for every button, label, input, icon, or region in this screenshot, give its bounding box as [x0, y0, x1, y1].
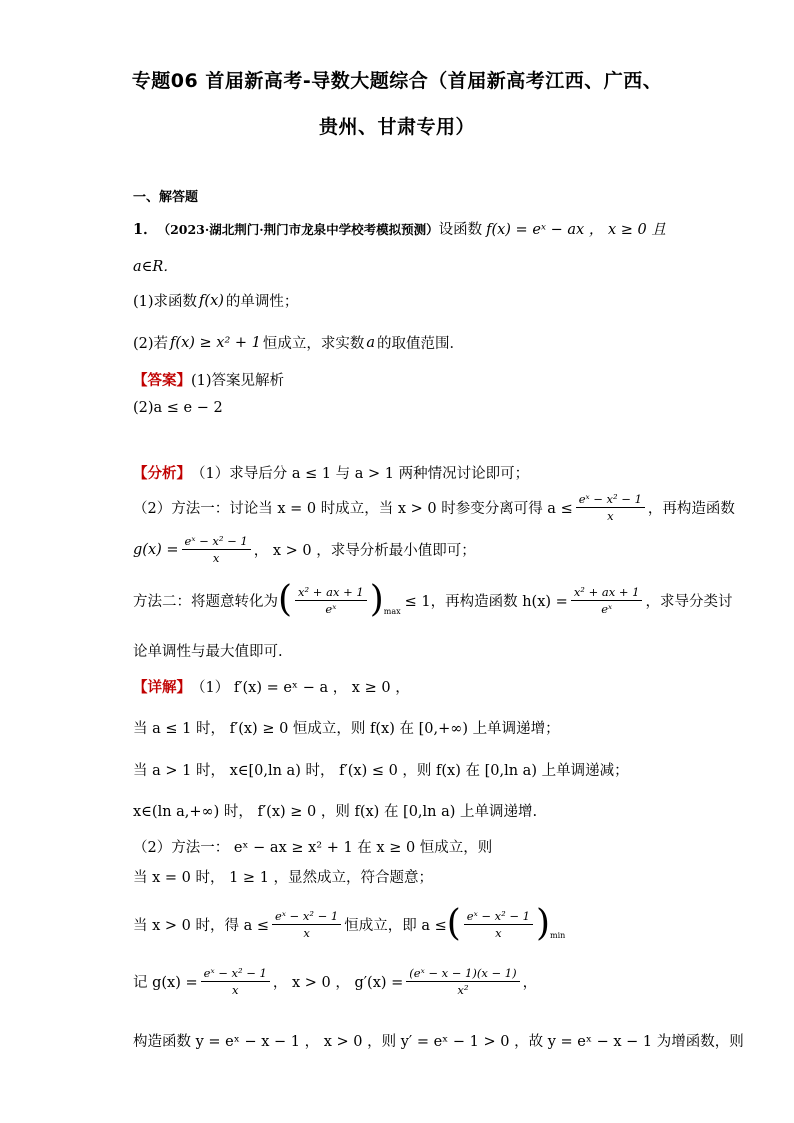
analysis-text-4: 方法二：将题意转化为	[133, 593, 278, 610]
q2-text: (2)若	[133, 336, 169, 352]
fraction-denominator: x²	[457, 983, 469, 997]
fraction	[464, 909, 533, 940]
analysis-label: 【分析】	[133, 465, 191, 482]
detail-line-5: （2）方法一： eˣ − ax ≥ x² + 1 在 x ≥ 0 恒成立，则	[133, 840, 493, 856]
fraction-denominator: eˣ	[325, 601, 337, 616]
analysis-line-4	[133, 579, 733, 620]
problem-source: （2023·湖北荆门·荆门市龙泉中学校考模拟预测）	[157, 221, 439, 237]
analysis-text-2: （2）方法一：讨论当 x = 0 时成立，当 x > 0 时参变分离可得 a ≤	[133, 501, 573, 517]
detail-text-8c: ，	[522, 975, 538, 991]
analysis-line-5: 论单调性与最大值即可.	[133, 644, 283, 660]
fraction	[571, 585, 643, 616]
q2-inequality: f(x) ≥ x² + 1	[170, 334, 261, 351]
fraction	[201, 966, 270, 997]
stem-function: f(x) = eˣ − ax ， x ≥ 0 且	[486, 222, 666, 238]
detail-text-1: （1） f′(x) = eˣ − a ， x ≥ 0 ，	[191, 680, 410, 696]
detail-line-4: x∈(ln a,+∞) 时， f′(x) ≥ 0 ，则 f(x) 在 [0,ln a) 上单调递增.	[133, 804, 538, 820]
answer-2: (2)a ≤ e − 2	[133, 400, 223, 416]
detail-label: 【详解】	[133, 679, 191, 696]
detail-line-3: 当 a > 1 时， x∈[0,ln a) 时， f′(x) ≤ 0 ，则 f(x) 在 [0,ln a) 上单调递减；	[133, 763, 629, 779]
fraction-denominator: x	[607, 509, 614, 523]
answer-line-1	[133, 369, 284, 390]
fraction-numerator: x² + ax + 1	[571, 585, 643, 601]
fraction-numerator: eˣ − x² − 1	[576, 492, 645, 508]
detail-text-8b: ， x > 0 ， g′(x) =	[272, 975, 404, 991]
detail-line-1	[133, 676, 410, 697]
analysis-text-4b: ≤ 1，再构造函数 h(x) =	[404, 593, 568, 610]
detail-line-2: 当 a ≤ 1 时， f′(x) ≥ 0 恒成立，则 f(x) 在 [0,+∞) 上单调递增；	[133, 721, 560, 737]
analysis-text-3: ， x > 0 ，求导分析最小值即可；	[253, 543, 476, 559]
fraction-denominator: x	[232, 983, 239, 997]
fraction-denominator: x	[495, 925, 502, 940]
right-paren: )	[535, 903, 551, 944]
detail-line-8	[133, 966, 537, 997]
problem-stem	[133, 218, 666, 239]
q2-variable: a	[366, 334, 376, 351]
q2-text-mid: 恒成立，求实数	[262, 336, 365, 352]
analysis-line-3	[133, 534, 476, 565]
fraction-denominator: x	[212, 551, 220, 565]
fraction-numerator: eˣ − x² − 1	[182, 534, 251, 550]
stem-condition: a∈R．	[133, 259, 178, 275]
right-paren: )	[369, 579, 384, 620]
stem-text: 设函数	[438, 222, 483, 238]
document-title-line1: 专题06 首届新高考-导数大题综合（首届新高考江西、广西、	[131, 70, 663, 92]
q1-text: (1)求函数	[133, 294, 198, 310]
detail-text-7b: 恒成立，即 a ≤	[344, 917, 447, 934]
analysis-text-1: （1）求导后分 a ≤ 1 与 a > 1 两种情况讨论即可；	[191, 466, 530, 482]
detail-text-8: 记 g(x) =	[133, 975, 198, 991]
left-paren: (	[278, 579, 293, 620]
question-1	[133, 290, 298, 311]
fraction	[182, 534, 251, 565]
max-subscript: max	[383, 607, 401, 616]
fraction	[295, 585, 367, 616]
question-2	[133, 332, 464, 353]
fraction-numerator: eˣ − x² − 1	[201, 966, 270, 982]
detail-text-7: 当 x > 0 时，得 a ≤	[133, 917, 270, 934]
analysis-line-2	[133, 492, 735, 523]
answer-1: (1)答案见解析	[191, 373, 285, 389]
answer-label: 【答案】	[133, 372, 191, 389]
q2-text-end: 的取值范围．	[377, 336, 465, 352]
fraction-numerator: x² + ax + 1	[295, 585, 367, 601]
fraction	[406, 966, 519, 997]
analysis-text-4c: ，求导分类讨	[645, 593, 733, 610]
document-title-line2: 贵州、甘肃专用）	[318, 116, 475, 138]
fraction-denominator: x	[303, 925, 310, 940]
fraction	[272, 909, 341, 940]
detail-line-7	[133, 903, 566, 944]
fraction-numerator: eˣ − x² − 1	[464, 909, 533, 925]
section-heading: 一、解答题	[133, 190, 199, 205]
min-subscript: min	[550, 931, 566, 940]
q1-function: f(x)	[199, 292, 224, 309]
fraction-numerator: eˣ − x² − 1	[272, 909, 341, 925]
g-function-label: g(x) =	[133, 541, 179, 558]
detail-line-6: 当 x = 0 时， 1 ≥ 1 ，显然成立，符合题意；	[133, 870, 434, 886]
analysis-line-1	[133, 462, 529, 483]
analysis-text-2b: ，再构造函数	[647, 501, 735, 517]
fraction-denominator: eˣ	[601, 601, 613, 616]
detail-line-9: 构造函数 y = eˣ − x − 1 ， x > 0 ，则 y′ = eˣ − 1 > 0 ，故 y = eˣ − x − 1 为增函数，则	[133, 1034, 744, 1050]
fraction-numerator: (eˣ − x − 1)(x − 1)	[406, 966, 519, 982]
fraction	[576, 492, 645, 523]
left-paren: (	[446, 903, 461, 944]
problem-number: 1．	[133, 221, 158, 238]
q1-text-end: 的单调性；	[225, 294, 299, 310]
